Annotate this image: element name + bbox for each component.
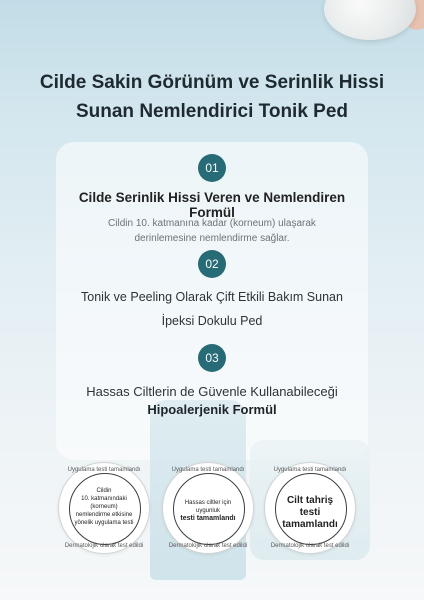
- feature-title-01: Cilde Serinlik Hissi Veren ve Nemlendiren Formül: [78, 190, 346, 220]
- feature-desc-01-line-2: derinlemesine nemlendirme sağlar.: [134, 233, 290, 244]
- feature-title-03-line-1: Hassas Ciltlerin de Güvenle Kullanabileceği: [86, 384, 338, 399]
- feature-desc-01-line-1: Cildin 10. katmanına kadar (korneum) ulaşarak: [108, 218, 316, 229]
- feature-number-01: 01: [198, 154, 226, 182]
- badge-line-emphasis: testi tamamlandı: [180, 515, 236, 522]
- test-badge-hydration: [58, 462, 150, 554]
- badge-ring-top-text: Uygulama testi tamamlandı: [273, 467, 347, 473]
- badge-ring-top-text: Uygulama testi tamamlandı: [171, 467, 245, 473]
- badge-line: Hassas ciltler için uygunluk: [184, 500, 232, 514]
- badge-line: Cildin: [96, 488, 112, 494]
- badge-line-large: Cilt tahriş: [286, 495, 334, 506]
- test-badge-sensitive-skin: [162, 462, 254, 554]
- badge-line: 10. katmanındaki: [81, 496, 127, 502]
- feature-desc-01: [56, 216, 368, 246]
- badge-center-text: [279, 495, 341, 531]
- badge-center-text: [73, 487, 135, 527]
- badge-ring-top-text: Uygulama testi tamamlandı: [67, 467, 141, 473]
- feature-title-02-line-2: İpeksi Dokulu Ped: [161, 314, 263, 328]
- headline: [0, 68, 424, 126]
- feature-number-03: 03: [198, 344, 226, 372]
- feature-number-02: 02: [198, 250, 226, 278]
- badge-ring-bottom-text: Dermatolojik olarak test edildi: [270, 543, 350, 549]
- badge-center-text: [177, 499, 239, 523]
- feature-title-03-line-2: Hipoalerjenik Formül: [147, 402, 277, 417]
- toner-pad-photo: [324, 0, 416, 40]
- badge-ring-bottom-text: Dermatolojik olarak test edildi: [64, 543, 144, 549]
- badge-line-large: testi tamamlandı: [282, 507, 338, 530]
- badge-line: yönelik uygulama testi: [74, 520, 134, 526]
- badge-ring-bottom-text: Dermatolojik olarak test edildi: [168, 543, 248, 549]
- feature-title-02-line-1: Tonik ve Peeling Olarak Çift Etkili Bakım Sunan: [81, 290, 343, 304]
- test-badge-irritation: [264, 462, 356, 554]
- badge-line: (korneum): [90, 504, 118, 510]
- headline-line-2: Sunan Nemlendirici Tonik Ped: [75, 101, 349, 122]
- headline-line-1: Cilde Sakin Görünüm ve Serinlik Hissi: [39, 72, 385, 93]
- badge-line: nemlendirme etkisine: [75, 512, 133, 518]
